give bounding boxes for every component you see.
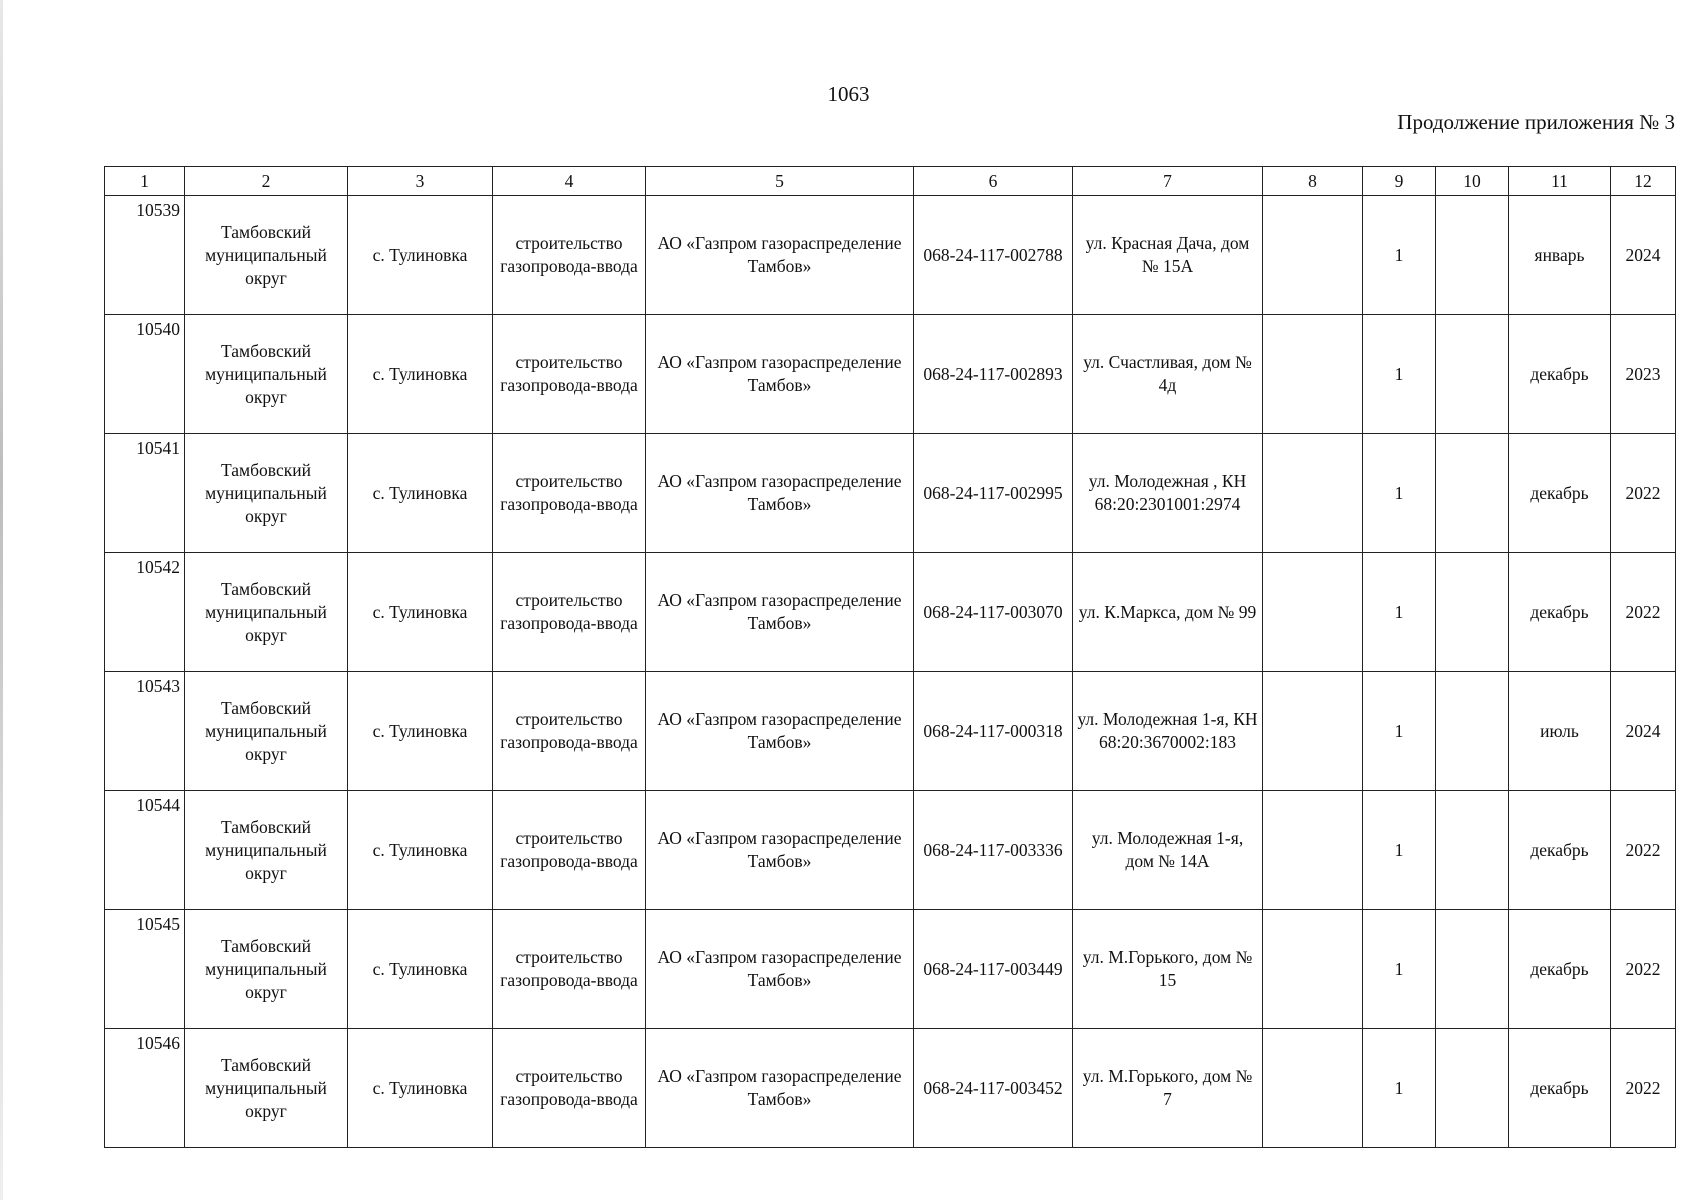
organization-cell: АО «Газпром газораспределение Тамбов» <box>646 553 914 672</box>
table-row <box>105 791 1676 910</box>
header-cell: 9 <box>1363 167 1436 196</box>
record-number: 10543 <box>105 672 185 791</box>
record-number: 10544 <box>105 791 185 910</box>
district-cell: Тамбовский муниципальный округ <box>185 434 348 553</box>
code-cell: 068-24-117-003452 <box>914 1029 1073 1148</box>
record-number: 10545 <box>105 910 185 1029</box>
code-cell: 068-24-117-002788 <box>914 196 1073 315</box>
organization-cell: АО «Газпром газораспределение Тамбов» <box>646 315 914 434</box>
record-number: 10541 <box>105 434 185 553</box>
table-row <box>105 910 1676 1029</box>
header-cell: 5 <box>646 167 914 196</box>
record-number: 10546 <box>105 1029 185 1148</box>
year-cell: 2022 <box>1611 1029 1676 1148</box>
work-type-cell: строительство газопровода-ввода <box>493 315 646 434</box>
header-cell: 12 <box>1611 167 1676 196</box>
year-cell: 2022 <box>1611 910 1676 1029</box>
column-8-cell <box>1263 196 1363 315</box>
record-number: 10540 <box>105 315 185 434</box>
code-cell: 068-24-117-003336 <box>914 791 1073 910</box>
code-cell: 068-24-117-002893 <box>914 315 1073 434</box>
year-cell: 2024 <box>1611 196 1676 315</box>
quantity-cell: 1 <box>1363 553 1436 672</box>
year-cell: 2024 <box>1611 672 1676 791</box>
month-cell: январь <box>1509 196 1611 315</box>
page-number: 1063 <box>827 82 870 106</box>
column-8-cell <box>1263 434 1363 553</box>
column-8-cell <box>1263 910 1363 1029</box>
code-cell: 068-24-117-002995 <box>914 434 1073 553</box>
column-10-cell <box>1436 1029 1509 1148</box>
organization-cell: АО «Газпром газораспределение Тамбов» <box>646 196 914 315</box>
work-type-cell: строительство газопровода-ввода <box>493 1029 646 1148</box>
quantity-cell: 1 <box>1363 910 1436 1029</box>
column-10-cell <box>1436 553 1509 672</box>
address-cell: ул. Счастливая, дом № 4д <box>1073 315 1263 434</box>
work-type-cell: строительство газопровода-ввода <box>493 672 646 791</box>
registry-table <box>104 166 1676 1148</box>
settlement-cell: с. Тулиновка <box>348 791 493 910</box>
settlement-cell: с. Тулиновка <box>348 672 493 791</box>
column-10-cell <box>1436 315 1509 434</box>
settlement-cell: с. Тулиновка <box>348 553 493 672</box>
work-type-cell: строительство газопровода-ввода <box>493 196 646 315</box>
table-row <box>105 315 1676 434</box>
scan-edge <box>0 0 3 1200</box>
district-cell: Тамбовский муниципальный округ <box>185 1029 348 1148</box>
quantity-cell: 1 <box>1363 315 1436 434</box>
district-cell: Тамбовский муниципальный округ <box>185 791 348 910</box>
month-cell: декабрь <box>1509 434 1611 553</box>
column-10-cell <box>1436 672 1509 791</box>
header-cell: 1 <box>105 167 185 196</box>
column-8-cell <box>1263 791 1363 910</box>
organization-cell: АО «Газпром газораспределение Тамбов» <box>646 791 914 910</box>
header-row <box>105 167 1676 196</box>
quantity-cell: 1 <box>1363 791 1436 910</box>
district-cell: Тамбовский муниципальный округ <box>185 672 348 791</box>
header-cell: 11 <box>1509 167 1611 196</box>
header-cell: 4 <box>493 167 646 196</box>
header-cell: 3 <box>348 167 493 196</box>
column-8-cell <box>1263 553 1363 672</box>
work-type-cell: строительство газопровода-ввода <box>493 791 646 910</box>
address-cell: ул. Молодежная , КН 68:20:2301001:2974 <box>1073 434 1263 553</box>
quantity-cell: 1 <box>1363 434 1436 553</box>
column-8-cell <box>1263 672 1363 791</box>
table-row <box>105 1029 1676 1148</box>
record-number: 10539 <box>105 196 185 315</box>
table-row <box>105 196 1676 315</box>
quantity-cell: 1 <box>1363 672 1436 791</box>
settlement-cell: с. Тулиновка <box>348 1029 493 1148</box>
district-cell: Тамбовский муниципальный округ <box>185 196 348 315</box>
table-row <box>105 553 1676 672</box>
month-cell: декабрь <box>1509 910 1611 1029</box>
address-cell: ул. Молодежная 1-я, КН 68:20:3670002:183 <box>1073 672 1263 791</box>
year-cell: 2022 <box>1611 434 1676 553</box>
column-10-cell <box>1436 910 1509 1029</box>
header-cell: 7 <box>1073 167 1263 196</box>
column-10-cell <box>1436 791 1509 910</box>
address-cell: ул. М.Горького, дом № 7 <box>1073 1029 1263 1148</box>
organization-cell: АО «Газпром газораспределение Тамбов» <box>646 434 914 553</box>
code-cell: 068-24-117-003070 <box>914 553 1073 672</box>
settlement-cell: с. Тулиновка <box>348 434 493 553</box>
year-cell: 2022 <box>1611 553 1676 672</box>
code-cell: 068-24-117-000318 <box>914 672 1073 791</box>
settlement-cell: с. Тулиновка <box>348 910 493 1029</box>
header-cell: 10 <box>1436 167 1509 196</box>
code-cell: 068-24-117-003449 <box>914 910 1073 1029</box>
month-cell: июль <box>1509 672 1611 791</box>
column-10-cell <box>1436 196 1509 315</box>
district-cell: Тамбовский муниципальный округ <box>185 553 348 672</box>
quantity-cell: 1 <box>1363 1029 1436 1148</box>
column-8-cell <box>1263 315 1363 434</box>
table-row <box>105 672 1676 791</box>
address-cell: ул. М.Горького, дом № 15 <box>1073 910 1263 1029</box>
record-number: 10542 <box>105 553 185 672</box>
organization-cell: АО «Газпром газораспределение Тамбов» <box>646 1029 914 1148</box>
quantity-cell: 1 <box>1363 196 1436 315</box>
work-type-cell: строительство газопровода-ввода <box>493 553 646 672</box>
work-type-cell: строительство газопровода-ввода <box>493 910 646 1029</box>
year-cell: 2022 <box>1611 791 1676 910</box>
header-cell: 6 <box>914 167 1073 196</box>
settlement-cell: с. Тулиновка <box>348 315 493 434</box>
district-cell: Тамбовский муниципальный округ <box>185 315 348 434</box>
work-type-cell: строительство газопровода-ввода <box>493 434 646 553</box>
month-cell: декабрь <box>1509 315 1611 434</box>
organization-cell: АО «Газпром газораспределение Тамбов» <box>646 672 914 791</box>
appendix-note: Продолжение приложения № 3 <box>1397 110 1675 134</box>
year-cell: 2023 <box>1611 315 1676 434</box>
header-cell: 2 <box>185 167 348 196</box>
month-cell: декабрь <box>1509 791 1611 910</box>
address-cell: ул. Молодежная 1-я, дом № 14А <box>1073 791 1263 910</box>
month-cell: декабрь <box>1509 553 1611 672</box>
month-cell: декабрь <box>1509 1029 1611 1148</box>
column-8-cell <box>1263 1029 1363 1148</box>
district-cell: Тамбовский муниципальный округ <box>185 910 348 1029</box>
table-row <box>105 434 1676 553</box>
header-cell: 8 <box>1263 167 1363 196</box>
column-10-cell <box>1436 434 1509 553</box>
organization-cell: АО «Газпром газораспределение Тамбов» <box>646 910 914 1029</box>
address-cell: ул. К.Маркса, дом № 99 <box>1073 553 1263 672</box>
settlement-cell: с. Тулиновка <box>348 196 493 315</box>
address-cell: ул. Красная Дача, дом № 15А <box>1073 196 1263 315</box>
